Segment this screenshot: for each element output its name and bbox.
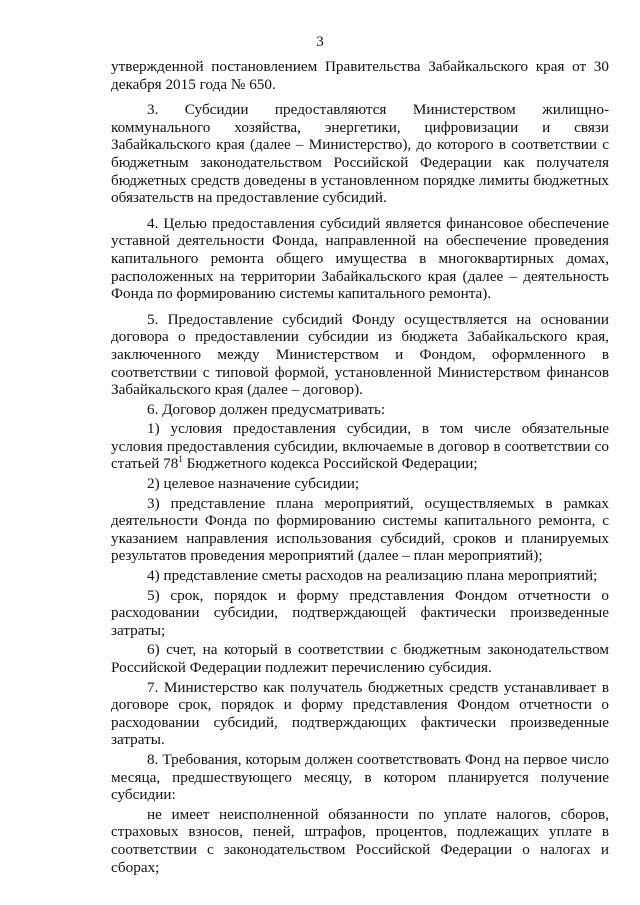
paragraph-continuation: утвержденной постановлением Правительства Забайкальского края от 30 декабря 2015 года № 650.: [111, 58, 609, 93]
list-item-3: 3) представление плана мероприятий, осуществляемых в рамках деятельности Фонда по формированию системы капитального ремонта, с указанием направления использования субсидий, сроков и планируемых результатов проведения мероприятий (далее – план мероприятий);: [111, 494, 609, 565]
paragraph-6: 6. Договор должен предусматривать:: [147, 400, 386, 418]
list-item-6: 6) счет, на который в соответствии с бюджетным законодательством Российской Федерации подлежит перечислению субсидия.: [111, 641, 609, 676]
paragraph-5: 5. Предоставление субсидий Фонду осуществляется на основании договора о предоставлении субсидии из бюджета Забайкальского края, заключенного между Министерством и Фондом, оформленного в соответствии с типовой формой, установленной Министерством финансов Забайкальского края (далее – договор).: [111, 310, 609, 399]
document-body: [111, 58, 609, 876]
paragraph-4: 4. Целью предоставления субсидий является финансовое обеспечение уставной деятельности Фонда, направленной на обеспечение проведения капитального ремонта общего имущества в многоквартирных домах, расположенных на территории Забайкальского края (далее – деятельность Фонда по формированию системы капитального ремонта).: [111, 214, 609, 303]
list-item-5: 5) срок, порядок и форму представления Фондом отчетности о расходовании субсидии, подтверждающей фактически произведенные затраты;: [111, 586, 609, 639]
paragraph-8: 8. Требования, которым должен соответствовать Фонд на первое число месяца, предшествующего месяцу, в котором планируется получение субсидии:: [111, 750, 609, 804]
paragraph-7: 7. Министерство как получатель бюджетных средств устанавливает в договоре срок, порядок и форму представления Фондом отчетности о расходовании субсидий, подтверждающих фактически произведенные затраты.: [111, 678, 609, 749]
paragraph-3: 3. Субсидии предоставляются Министерством жилищно-коммунального хозяйства, энергетики, цифровизации и связи Забайкальского края (далее – Министерство), до которого в соответствии с бюджетным законодательством Российской Федерации как получателя бюджетных средств доведены в установленном порядке лимиты бюджетных обязательств на предоставление субсидий.: [111, 101, 609, 207]
list-item-1-end: Бюджетного кодекса Российской Федерации;: [182, 455, 478, 473]
page-number: 3: [316, 34, 324, 50]
list-item-1: [111, 420, 609, 473]
superscript-article: 1: [178, 454, 183, 465]
list-item-2: 2) целевое назначение субсидии;: [147, 475, 360, 493]
list-item-4: 4) представление сметы расходов на реализацию плана мероприятий;: [147, 567, 598, 585]
list-item-1-text: 1) условия предоставления субсидии, в том числе обязательные условия предоставления субсидии, включаемые в договор в соответствии со статьей 78: [111, 420, 609, 473]
requirement-item: не имеет неисполненной обязанности по уплате налогов, сборов, страховых взносов, пеней, штрафов, процентов, подлежащих уплате в соответствии с законодательством Российской Федерации о налогах и сборах;: [111, 805, 609, 876]
